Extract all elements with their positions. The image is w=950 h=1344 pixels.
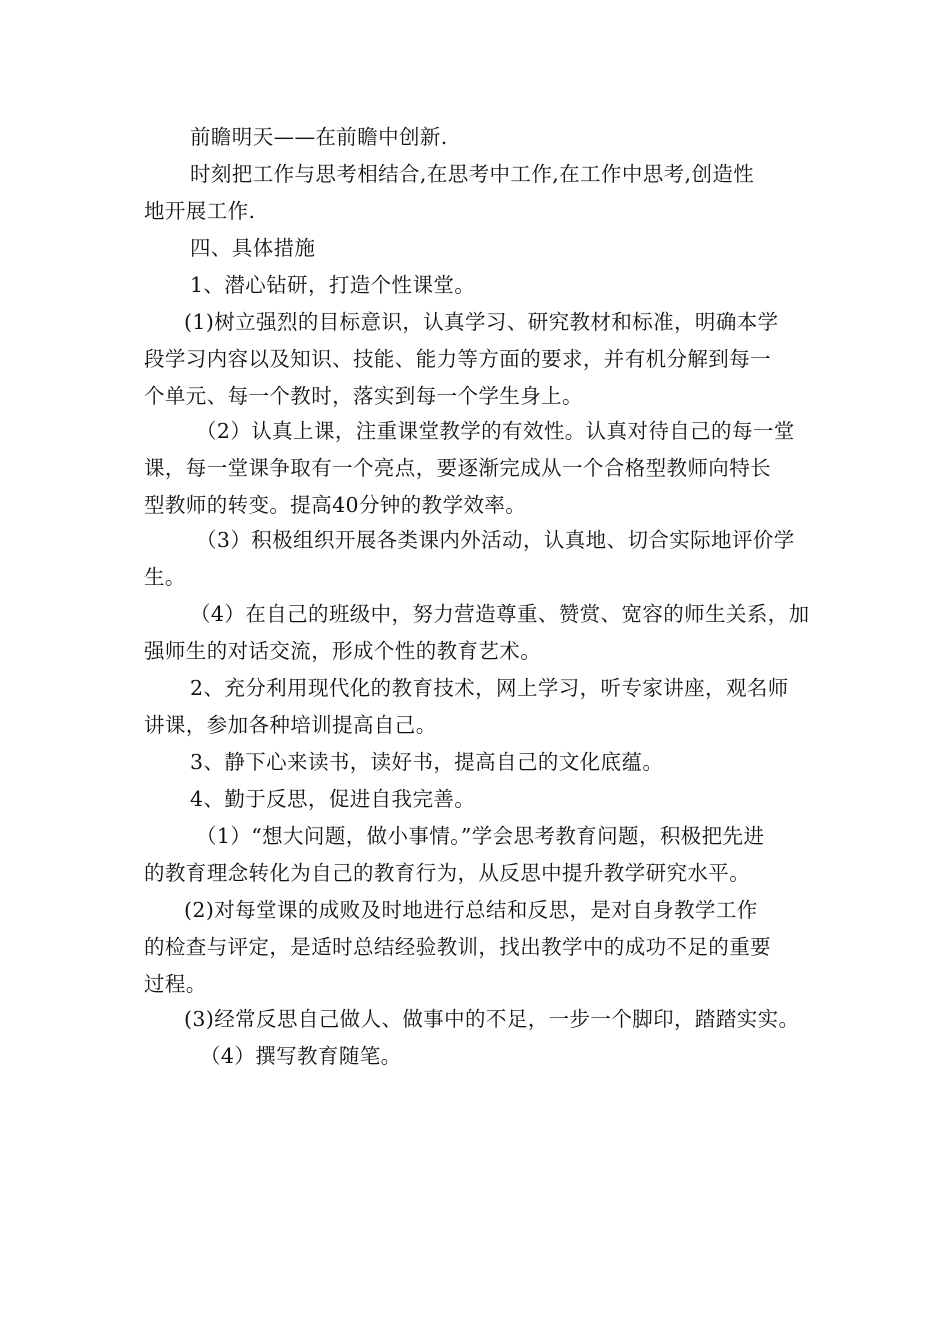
text-line: 4、勤于反思，促进自我完善。 (190, 787, 476, 811)
paragraph-measure-1 (144, 267, 814, 304)
paragraph-measure-4-item-3 (144, 1001, 814, 1038)
text-line: （2）认真上课，注重课堂教学的有效性。认真对待自己的每一堂 (196, 419, 795, 443)
text-line: (3)经常反思自己做人、做事中的不足，一步一个脚印，踏踏实实。 (184, 1007, 800, 1031)
paragraph-measure-2 (144, 670, 814, 744)
text-line: 课，每一堂课争取有一个亮点，要逐渐完成从一个合格型教师向特长 (144, 456, 771, 480)
text-line: 前瞻明天——在前瞻中创新. (190, 125, 448, 149)
paragraph-measure-4 (144, 781, 814, 818)
text-line: (1)树立强烈的目标意识，认真学习、研究教材和标准，明确本学 (184, 310, 779, 334)
text-line: 四、具体措施 (190, 236, 316, 260)
text-line: 的检查与评定，是适时总结经验教训，找出教学中的成功不足的重要 (144, 935, 771, 959)
text-line: 讲课，参加各种培训提高自己。 (144, 713, 437, 737)
paragraph-measure-4-item-2 (144, 892, 814, 1003)
text-line: 段学习内容以及知识、技能、能力等方面的要求，并有机分解到每一 (144, 347, 771, 371)
paragraph-measure-1-item-3 (144, 522, 814, 596)
section-heading-specific-measures (144, 230, 814, 267)
paragraph-measure-4-item-1 (144, 818, 814, 892)
paragraph-measure-1-item-4 (144, 596, 814, 670)
paragraph-measure-4-item-4 (144, 1038, 814, 1075)
paragraph-measure-3 (144, 744, 814, 781)
text-line: 生。 (144, 565, 186, 589)
text-line: (2)对每堂课的成败及时地进行总结和反思，是对自身教学工作 (184, 898, 758, 922)
text-line: 2、充分利用现代化的教育技术，网上学习，听专家讲座，观名师 (190, 676, 789, 700)
text-line: 个单元、每一个教时，落实到每一个学生身上。 (144, 384, 583, 408)
paragraph-measure-1-item-2 (144, 413, 814, 524)
text-line: （4）撰写教育随笔。 (200, 1044, 402, 1068)
text-line: 强师生的对话交流，形成个性的教育艺术。 (144, 639, 542, 663)
text-line: （3）积极组织开展各类课内外活动，认真地、切合实际地评价学 (196, 528, 795, 552)
text-line: 型教师的转变。提高40分钟的教学效率。 (144, 493, 527, 517)
text-line: 3、静下心来读书，读好书，提高自己的文化底蕴。 (190, 750, 664, 774)
paragraph-work-and-thinking (144, 156, 814, 230)
paragraph-measure-1-item-1 (144, 304, 814, 415)
paragraph-foresight (144, 119, 814, 156)
text-line: 时刻把工作与思考相结合,在思考中工作,在工作中思考,创造性 (190, 162, 755, 186)
text-line: （4）在自己的班级中，努力营造尊重、赞赏、宽容的师生关系，加 (190, 602, 810, 626)
text-line: 的教育理念转化为自己的教育行为，从反思中提升教学研究水平。 (144, 861, 751, 885)
text-line: （1）“想大问题，做小事情。”学会思考教育问题，积极把先进 (196, 824, 765, 848)
text-line: 地开展工作. (144, 199, 256, 223)
text-line: 过程。 (144, 972, 207, 996)
text-line: 1、潜心钻研，打造个性课堂。 (190, 273, 476, 297)
